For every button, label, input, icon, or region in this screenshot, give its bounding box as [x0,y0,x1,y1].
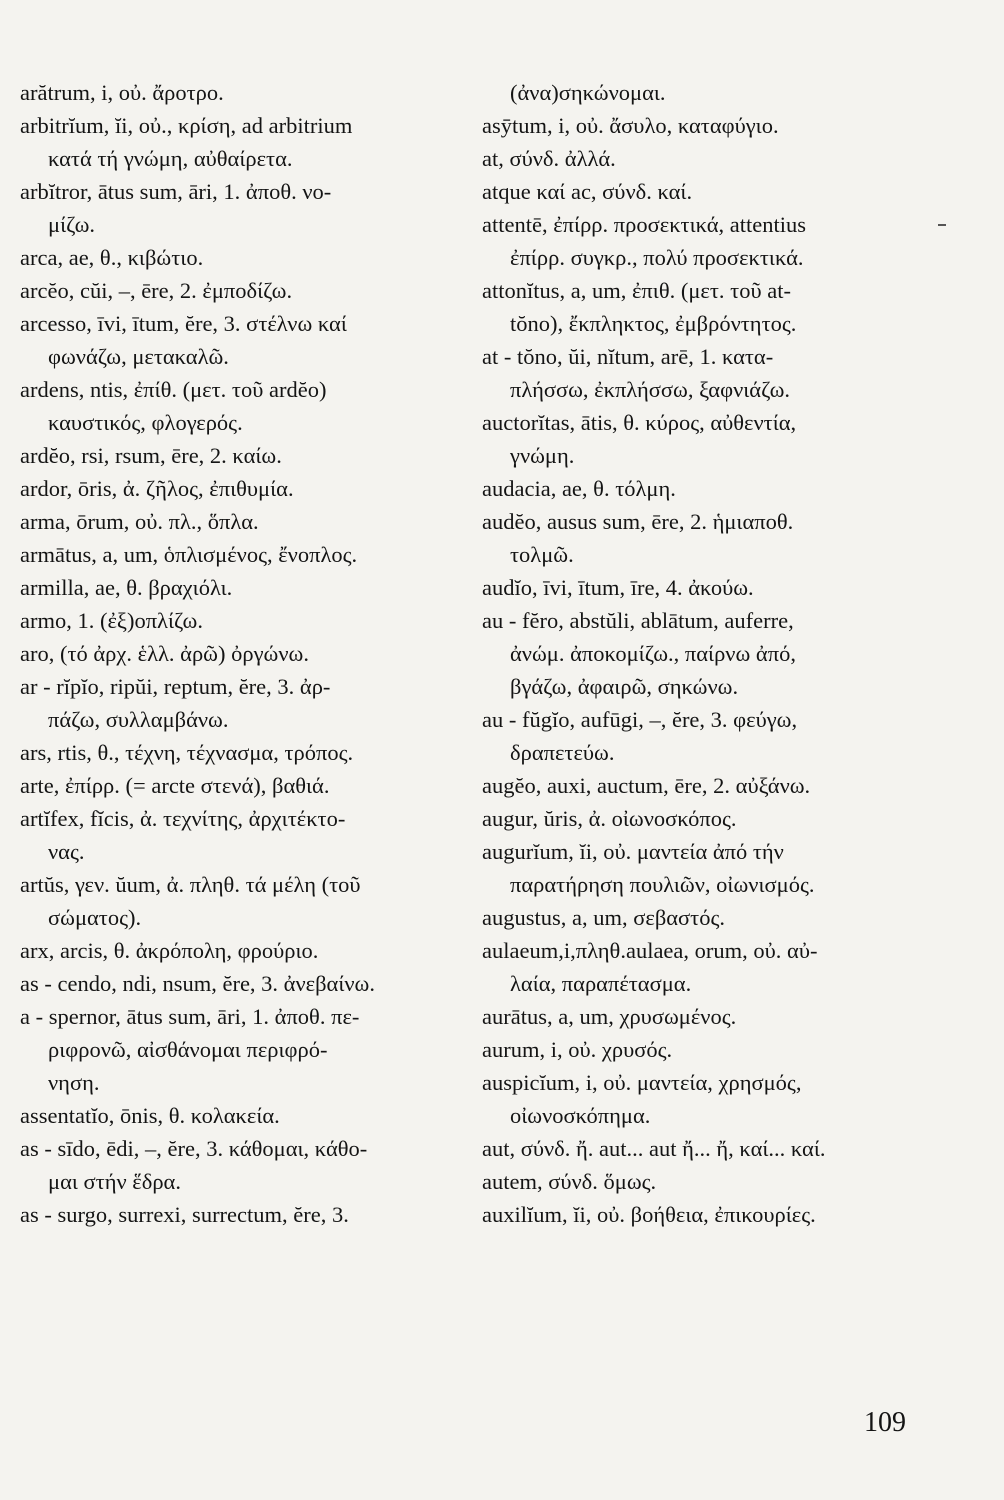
dictionary-entry [482,1000,922,1033]
dictionary-entry [482,571,922,604]
page-number: 109 [864,1407,906,1438]
entry-headword-line: audĕo, ausus sum, ēre, 2. ἡμιαποθ. [482,509,794,534]
dictionary-entry [482,769,922,802]
entry-headword-line: aurum, i, οὐ. χρυσός. [482,1037,673,1062]
dictionary-entry [482,934,922,1000]
entry-headword-line: atque καί ac, σύνδ. καί. [482,179,693,204]
entry-headword-line: augustus, a, um, σεβαστός. [482,905,726,930]
entry-headword-line: ardor, ōris, ἀ. ζῆλος, ἐπιθυμία. [20,476,294,501]
dictionary-entry [20,241,460,274]
dictionary-entry [20,76,460,109]
dictionary-entry [482,208,922,274]
entry-continuation-line: ἀνώμ. ἀποκομίζω., παίρνω ἀπό, [510,641,796,666]
dictionary-entry [20,934,460,967]
entry-headword-line: artĭfex, fĭcis, ἀ. τεχνίτης, ἀρχιτέκτο- [20,806,346,831]
entry-continuation-line: σώματος). [48,905,142,930]
dictionary-entry [482,1132,922,1165]
entry-headword-line: arcĕo, cŭi, –, ēre, 2. ἐμποδίζω. [20,278,293,303]
dictionary-entry [482,175,922,208]
entry-headword-line: as - sīdo, ēdi, –, ĕre, 3. κάθομαι, κάθο- [20,1136,368,1161]
entry-headword-line: asȳtum, i, οὐ. ἄσυλο, καταφύγιο. [482,113,779,138]
entry-headword-line: arbitrĭum, ĭi, οὐ., κρίση, ad arbitrium [20,113,353,138]
dictionary-entry [482,472,922,505]
entry-headword-line: arma, ōrum, οὐ. πλ., ὅπλα. [20,509,259,534]
entry-continuation-line: παρατήρηση πουλιῶν, οἰωνισμός. [510,872,815,897]
entry-headword-line: audacia, ae, θ. τόλμη. [482,476,676,501]
entry-headword-line: artŭs, γεν. ŭum, ἀ. πληθ. τά μέλη (τοῦ [20,872,361,897]
entry-headword-line: assentatĭo, ōnis, θ. κολακεία. [20,1103,280,1128]
dictionary-entry [482,76,922,109]
dictionary-entry [20,439,460,472]
dictionary-entry [20,769,460,802]
dictionary-entry [482,142,922,175]
entry-headword-line: augĕo, auxi, auctum, ēre, 2. αὐξάνω. [482,773,811,798]
entry-headword-line: aro, (τό ἀρχ. ἑλλ. ἀρῶ) ὀργώνω. [20,641,309,666]
dictionary-entry [482,802,922,835]
entry-headword-line: ardens, ntis, ἐπίθ. (μετ. τοῦ ardĕo) [20,377,327,402]
dictionary-entry [482,340,922,406]
entry-continuation-line: γνώμη. [510,443,575,468]
entry-headword-line: ars, rtis, θ., τέχνη, τέχνασμα, τρόπος. [20,740,354,765]
entry-continuation-line: λαία, παραπέτασμα. [510,971,692,996]
dictionary-entry [482,505,922,571]
dictionary-entry [20,1099,460,1132]
entry-headword-line: armilla, ae, θ. βραχιόλι. [20,575,233,600]
entry-continuation-line: φωνάζω, μετακαλῶ. [48,344,229,369]
entry-continuation-line: δραπετεύω. [510,740,615,765]
dictionary-entry [20,1000,460,1099]
entry-continuation-line: πάζω, συλλαμβάνω. [48,707,229,732]
dictionary-entry [20,175,460,241]
entry-headword-line: at - tŏno, ŭi, nĭtum, arē, 1. κατα- [482,344,774,369]
entry-continuation-line: τολμῶ. [510,542,574,567]
dictionary-entry [482,703,922,769]
dictionary-entry [482,835,922,901]
dictionary-entry [20,604,460,637]
dictionary-entry [20,1132,460,1198]
entry-headword-line: augur, ŭris, ἀ. οἰωνοσκόπος. [482,806,737,831]
entry-headword-line: aut, σύνδ. ἤ. aut... aut ἤ... ἤ, καί... καί. [482,1136,826,1161]
entry-continuation-line: νηση. [48,1070,100,1095]
entry-continuation-line: ἐπίρρ. συγκρ., πολύ προσεκτικά. [510,245,804,270]
dictionary-entry [20,967,460,1000]
entry-headword-line: auctorĭtas, ātis, θ. κύρος, αὐθεντία, [482,410,797,435]
entry-headword-line: augurĭum, ĭi, οὐ. μαντεία ἀπό τήν [482,839,784,864]
entry-headword-line: ar - rĭpĭo, ripŭi, reptum, ĕre, 3. ἀρ- [20,674,331,699]
dictionary-entry [20,274,460,307]
entry-continuation-line: νας. [48,839,85,864]
dictionary-entry [482,1165,922,1198]
entry-headword-line: au - fŭgĭo, aufūgi, –, ĕre, 3. φεύγω, [482,707,798,732]
dictionary-entry [482,406,922,472]
dictionary-entry [20,868,460,934]
dictionary-entry [482,1066,922,1132]
dictionary-entry [20,307,460,373]
dictionary-entry [482,1198,922,1231]
entry-continuation-line: καυστικός, φλογερός. [48,410,243,435]
dictionary-entry [20,571,460,604]
entry-continuation-line: μαι στήν ἕδρα. [48,1169,181,1194]
entry-headword-line: autem, σύνδ. ὅμως. [482,1169,657,1194]
entry-headword-line: as - cendo, ndi, nsum, ĕre, 3. ἀνεβαίνω. [20,971,375,996]
dictionary-entry [20,637,460,670]
entry-headword-line: auspicĭum, i, οὐ. μαντεία, χρησμός, [482,1070,802,1095]
dictionary-entry [482,274,922,340]
entry-headword-line: arca, ae, θ., κιβώτιο. [20,245,204,270]
entry-headword-line: armātus, a, um, ὁπλισμένος, ἔνοπλος. [20,542,358,567]
entry-headword-line: armo, 1. (ἐξ)οπλίζω. [20,608,203,633]
entry-continuation-line: κατά τή γνώμη, αὐθαίρετα. [48,146,293,171]
entry-continuation-line: οἰωνοσκόπημα. [510,1103,651,1128]
entry-continuation-line: βγάζω, ἀφαιρῶ, σηκώνω. [510,674,739,699]
dictionary-entry [20,538,460,571]
entry-headword-line: aurātus, a, um, χρυσωμένος. [482,1004,737,1029]
entry-headword-line: arte, ἐπίρρ. (= arcte στενά), βαθιά. [20,773,330,798]
entry-headword-line: au - fĕro, abstŭli, ablātum, auferre, [482,608,794,633]
entry-headword-line: arătrum, i, οὐ. ἄροτρο. [20,80,224,105]
entry-headword-line: at, σύνδ. ἀλλά. [482,146,616,171]
dictionary-entry [482,109,922,142]
dictionary-entry [20,472,460,505]
entry-continuation-line: ριφρονῶ, αἰσθάνομαι περιφρό- [48,1037,328,1062]
dictionary-entry [482,604,922,703]
entry-headword-line: arbĭtror, ātus sum, āri, 1. ἀποθ. νο- [20,179,332,204]
entry-headword-line: audĭo, īvi, ītum, īre, 4. ἀκούω. [482,575,754,600]
right-column [482,76,922,1231]
left-column [20,76,460,1231]
dictionary-entry [20,373,460,439]
dictionary-entry [482,901,922,934]
entry-continuation-line: πλήσσω, ἐκπλήσσω, ξαφνιάζω. [510,377,791,402]
entry-headword-line: a - spernor, ātus sum, āri, 1. ἀποθ. πε- [20,1004,360,1029]
dictionary-entry [20,505,460,538]
entry-headword-line: auxilĭum, ĭi, οὐ. βοήθεια, ἐπικουρίες. [482,1202,816,1227]
entry-continuation-line: μίζω. [48,212,96,237]
dictionary-entry [20,1198,460,1231]
entry-headword-line: arx, arcis, θ. ἀκρόπολη, φρούριο. [20,938,319,963]
margin-mark [938,224,946,226]
entry-headword-line: as - surgo, surrexi, surrectum, ĕre, 3. [20,1202,349,1227]
dictionary-entry [20,109,460,175]
dictionary-entry [20,736,460,769]
entry-headword-line: arcesso, īvi, ītum, ĕre, 3. στέλνω καί [20,311,347,336]
entry-headword-line: attonĭtus, a, um, ἐπιθ. (μετ. τοῦ at- [482,278,791,303]
entry-headword-line: ardĕo, rsi, rsum, ēre, 2. καίω. [20,443,282,468]
entry-headword-line: (ἀνα)σηκώνομαι. [510,80,666,105]
dictionary-entry [20,802,460,868]
entry-headword-line: aulaeum,i,πληθ.aulaea, orum, οὐ. αὐ- [482,938,818,963]
dictionary-entry [20,670,460,736]
entry-headword-line: attentē, ἐπίρρ. προσεκτικά, attentius [482,212,807,237]
dictionary-entry [482,1033,922,1066]
entry-continuation-line: tŏno), ἔκπληκτος, ἐμβρόντητος. [510,311,797,336]
